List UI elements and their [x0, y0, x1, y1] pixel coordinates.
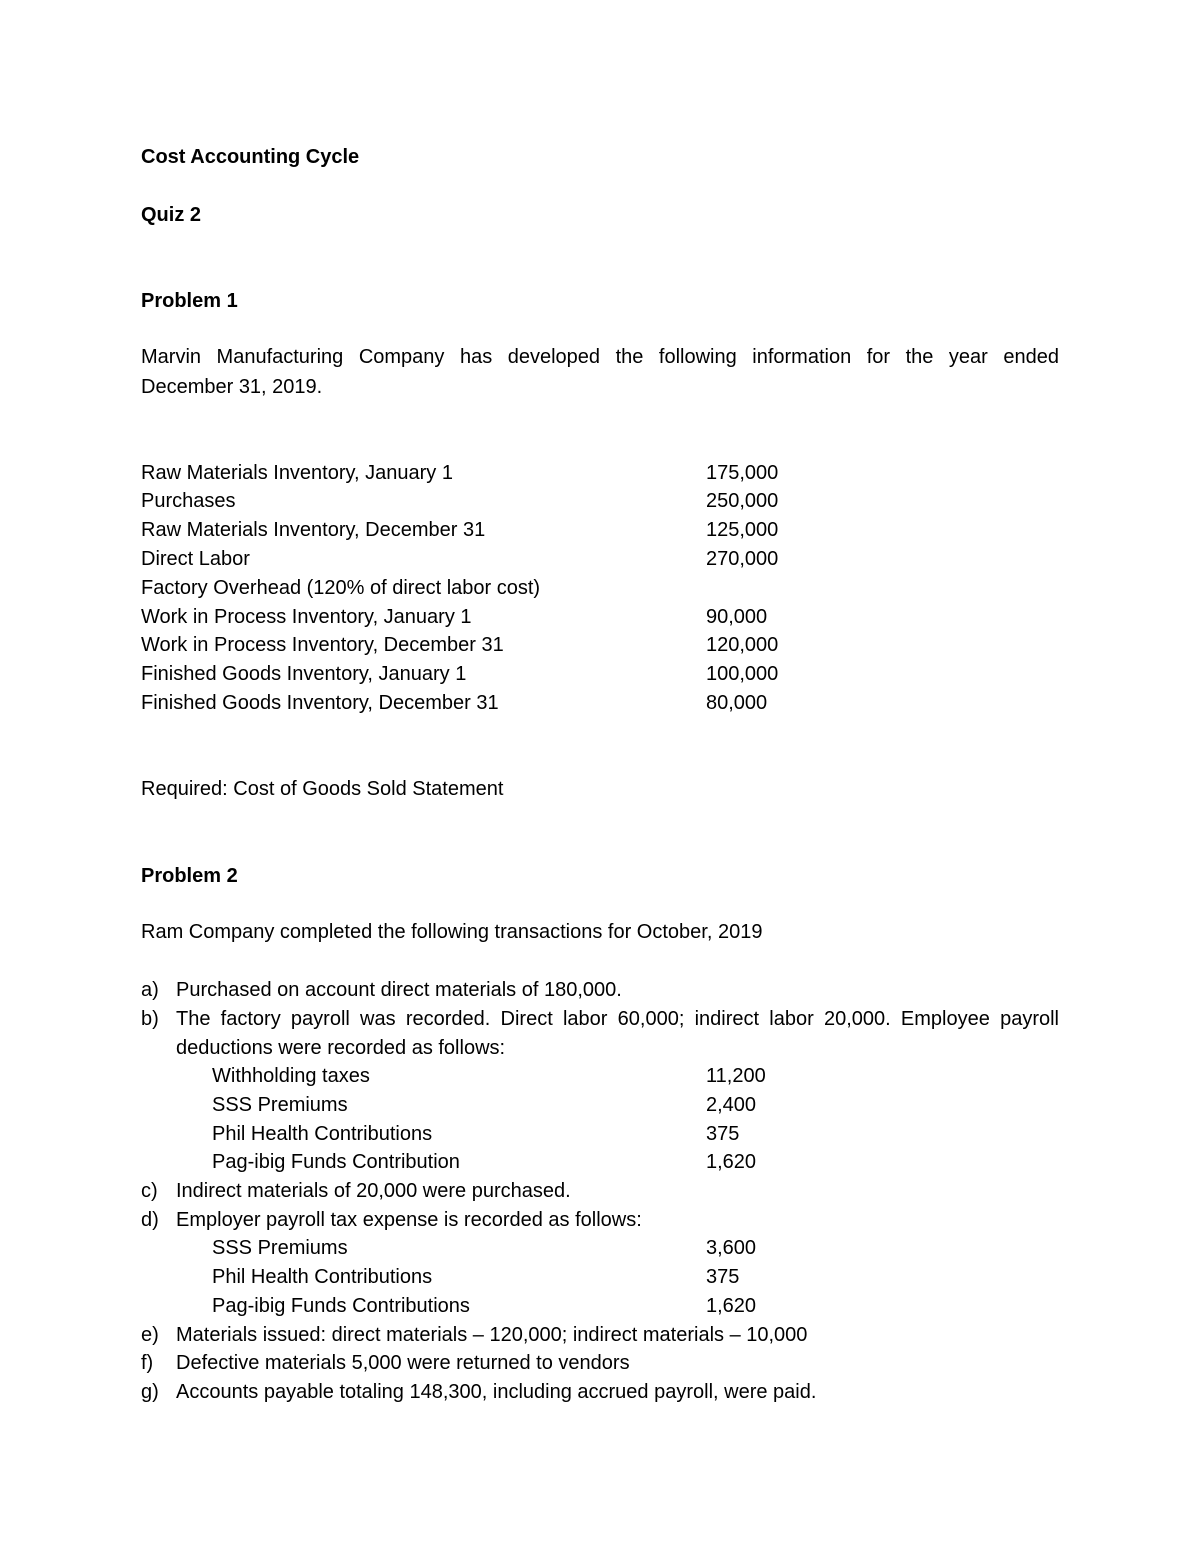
transaction-f-text: Defective materials 5,000 were returned to vendors — [176, 1352, 630, 1374]
item-amount: 100,000 — [706, 663, 779, 685]
item-amount: 175,000 — [706, 462, 779, 484]
expense-amount: 3,600 — [706, 1237, 757, 1259]
item-letter-e: e) — [141, 1324, 159, 1346]
item-letter-a: a) — [141, 979, 159, 1001]
item-label: Finished Goods Inventory, December 31 — [141, 692, 499, 714]
transaction-e-text: Materials issued: direct materials – 120,000; indirect materials – 10,000 — [176, 1324, 808, 1346]
problem2-intro: Ram Company completed the following transactions for October, 2019 — [141, 921, 763, 943]
expense-label: Pag-ibig Funds Contributions — [212, 1295, 470, 1317]
problem1-required: Required: Cost of Goods Sold Statement — [141, 778, 504, 800]
item-amount: 250,000 — [706, 490, 779, 512]
transaction-a-text: Purchased on account direct materials of 180,000. — [176, 979, 622, 1001]
deduction-amount: 1,620 — [706, 1151, 757, 1173]
item-label: Work in Process Inventory, December 31 — [141, 634, 504, 656]
problem1-heading: Problem 1 — [141, 290, 238, 312]
item-label: Work in Process Inventory, January 1 — [141, 606, 472, 628]
problem1-intro-line1: Marvin Manufacturing Company has developed the following information for the year ended — [141, 346, 1059, 368]
expense-amount: 375 — [706, 1266, 740, 1288]
item-letter-g: g) — [141, 1381, 159, 1403]
expense-label: SSS Premiums — [212, 1237, 348, 1259]
item-amount: 90,000 — [706, 606, 768, 628]
deduction-amount: 11,200 — [706, 1065, 766, 1087]
deduction-label: Pag-ibig Funds Contribution — [212, 1151, 460, 1173]
item-label: Raw Materials Inventory, December 31 — [141, 519, 486, 541]
deduction-amount: 375 — [706, 1123, 740, 1145]
item-letter-d: d) — [141, 1209, 159, 1231]
transaction-d-text: Employer payroll tax expense is recorded as follows: — [176, 1209, 642, 1231]
item-amount: 120,000 — [706, 634, 779, 656]
item-letter-b: b) — [141, 1008, 159, 1030]
transaction-g-text: Accounts payable totaling 148,300, including accrued payroll, were paid. — [176, 1381, 817, 1403]
item-label: Purchases — [141, 490, 236, 512]
deduction-label: Phil Health Contributions — [212, 1123, 433, 1145]
item-label: Factory Overhead (120% of direct labor cost) — [141, 577, 541, 599]
item-label: Finished Goods Inventory, January 1 — [141, 663, 467, 685]
item-amount: 80,000 — [706, 692, 768, 714]
expense-label: Phil Health Contributions — [212, 1266, 433, 1288]
document-title: Cost Accounting Cycle — [141, 146, 360, 168]
transaction-b-text-line2: deductions were recorded as follows: — [176, 1037, 506, 1059]
item-amount: 270,000 — [706, 548, 779, 570]
deduction-label: SSS Premiums — [212, 1094, 348, 1116]
item-amount: 125,000 — [706, 519, 779, 541]
problem2-heading: Problem 2 — [141, 865, 238, 887]
expense-amount: 1,620 — [706, 1295, 757, 1317]
item-letter-c: c) — [141, 1180, 158, 1202]
deduction-label: Withholding taxes — [212, 1065, 370, 1087]
problem1-intro-line2: December 31, 2019. — [141, 376, 323, 398]
quiz-label: Quiz 2 — [141, 204, 202, 226]
item-label: Direct Labor — [141, 548, 250, 570]
item-label: Raw Materials Inventory, January 1 — [141, 462, 453, 484]
transaction-b-text-line1: The factory payroll was recorded. Direct labor 60,000; indirect labor 20,000. Employee payroll — [176, 1008, 1059, 1030]
deduction-amount: 2,400 — [706, 1094, 757, 1116]
transaction-c-text: Indirect materials of 20,000 were purchased. — [176, 1180, 571, 1202]
item-letter-f: f) — [141, 1352, 154, 1374]
